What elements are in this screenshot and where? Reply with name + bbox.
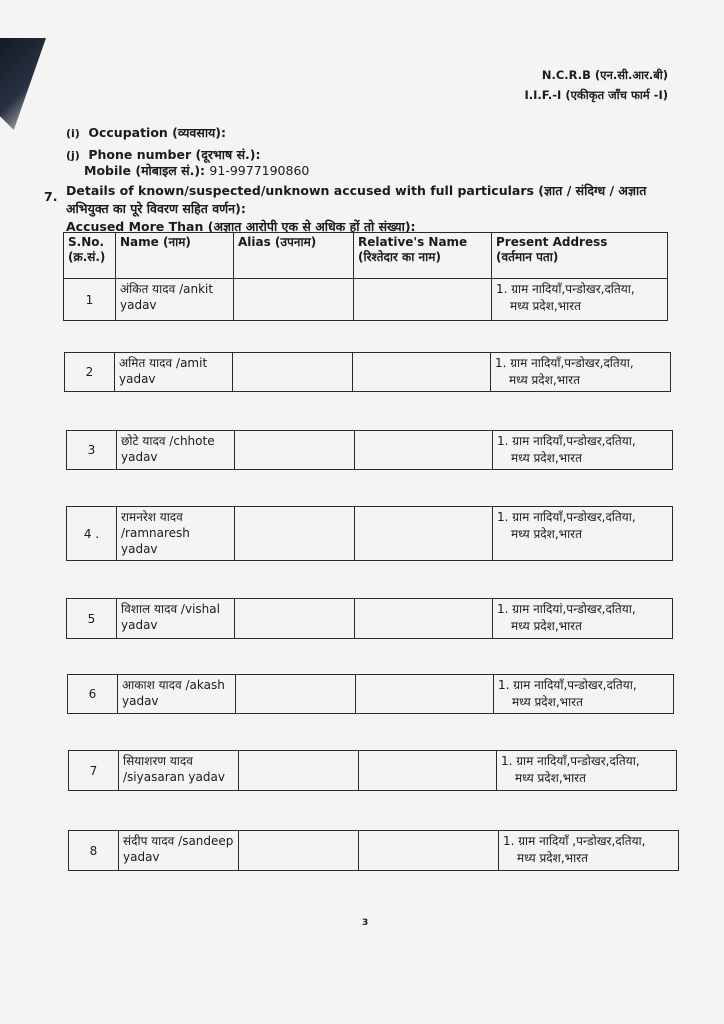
row-address: 1. ग्राम नादियाँ,पन्डोखर,दतिया, मध्य प्रदेश,भारत: [492, 279, 668, 321]
row-alias: [239, 751, 359, 791]
occupation-label: Occupation (व्यवसाय):: [88, 125, 227, 140]
col-name: Name (नाम): [116, 233, 234, 279]
row-address: 1. ग्राम नादियाँ,पन्डोखर,दतिया, मध्य प्रदेश,भारत: [491, 353, 671, 392]
phone-label: Phone number (दूरभाष सं.):: [88, 147, 261, 162]
mobile-line: [84, 162, 309, 179]
row-relative: [356, 675, 494, 714]
row-sno: 2: [65, 353, 115, 392]
table-row: [64, 279, 668, 321]
row-name: अमित यादव /amit yadav: [115, 353, 233, 392]
row-address: 1. ग्राम नादियाँ,पन्डोखर,दतिया, मध्य प्रदेश,भारत: [493, 507, 673, 561]
section-number: 7.: [44, 189, 58, 204]
row-address: 1. ग्राम नादियाँ,पन्डोखर,दतिया, मध्य प्रदेश,भारत: [493, 431, 673, 470]
accused-row-7: [68, 750, 677, 791]
col-sno: S.No. (क्र.सं.): [64, 233, 116, 279]
org-header: N.C.R.B (एन.सी.आर.बी): [541, 68, 668, 82]
form-header: I.I.F.-I (एकीकृत जाँच फार्म -I): [524, 88, 668, 102]
row-relative: [355, 431, 493, 470]
table-row: [67, 431, 673, 470]
row-name: अंकित यादव /ankit yadav: [116, 279, 234, 321]
row-name: विशाल यादव /vishal yadav: [117, 599, 235, 639]
row-alias: [233, 353, 353, 392]
row-address: 1. ग्राम नादियां,पन्डोखर,दतिया, मध्य प्रदेश,भारत: [493, 599, 673, 639]
accused-row-2: [64, 352, 671, 392]
scan-shadow: [0, 38, 46, 130]
row-sno: 5: [67, 599, 117, 639]
page-number: 3: [362, 918, 369, 928]
table-row: [68, 675, 674, 714]
accused-row-3: [66, 430, 673, 470]
occupation-line: [66, 124, 226, 141]
row-alias: [235, 431, 355, 470]
row-alias: [235, 507, 355, 561]
row-sno: 1: [64, 279, 116, 321]
row-relative: [353, 353, 491, 392]
table-row: [65, 353, 671, 392]
row-alias: [239, 831, 359, 871]
accused-row-4: [66, 506, 673, 561]
row-address: 1. ग्राम नादियाँ ,पन्डोखर,दतिया, मध्य प्रदेश,भारत: [499, 831, 679, 871]
col-alias: Alias (उपनाम): [234, 233, 354, 279]
phone-line: [66, 146, 260, 163]
row-relative: [355, 599, 493, 639]
row-sno: 7: [69, 751, 119, 791]
section-title-2: अभियुक्त का पूरे विवरण सहित वर्णन):: [66, 201, 246, 216]
accused-row-5: [66, 598, 673, 639]
occupation-key: (i): [66, 127, 80, 140]
row-alias: [236, 675, 356, 714]
row-sno: 8: [69, 831, 119, 871]
row-address: 1. ग्राम नादियाँ,पन्डोखर,दतिया, मध्य प्रदेश,भारत: [494, 675, 674, 714]
row-address: 1. ग्राम नादियाँ,पन्डोखर,दतिया, मध्य प्रदेश,भारत: [497, 751, 677, 791]
phone-key: (j): [66, 149, 80, 162]
table-row: [67, 507, 673, 561]
row-alias: [234, 279, 354, 321]
col-address: Present Address (वर्तमान पता): [492, 233, 668, 279]
section-title-1: Details of known/suspected/unknown accused with full particulars (ज्ञात / संदिग्ध / अज्ञात: [66, 183, 647, 198]
row-name: रामनरेश यादव /ramnaresh yadav: [117, 507, 235, 561]
row-alias: [235, 599, 355, 639]
col-relative: Relative's Name (रिश्तेदार का नाम): [354, 233, 492, 279]
row-name: संदीप यादव /sandeep yadav: [119, 831, 239, 871]
table-row: [69, 751, 677, 791]
table-row: [67, 599, 673, 639]
row-relative: [355, 507, 493, 561]
row-sno: 6: [68, 675, 118, 714]
row-relative: [354, 279, 492, 321]
row-relative: [359, 751, 497, 791]
table-row: [69, 831, 679, 871]
row-name: छोटे यादव /chhote yadav: [117, 431, 235, 470]
accused-more-than: Accused More Than (अज्ञात आरोपी एक से अधिक हों तो संख्या):: [66, 219, 416, 234]
mobile-value: 91-9977190860: [209, 163, 310, 178]
row-relative: [359, 831, 499, 871]
row-sno: 4 .: [67, 507, 117, 561]
accused-row-6: [67, 674, 674, 714]
accused-row-8: [68, 830, 679, 871]
accused-table-header: [63, 232, 668, 321]
row-name: आकाश यादव /akash yadav: [118, 675, 236, 714]
mobile-label: Mobile (मोबाइल सं.):: [84, 163, 206, 178]
row-name: सियाशरण यादव /siyasaran yadav: [119, 751, 239, 791]
row-sno: 3: [67, 431, 117, 470]
